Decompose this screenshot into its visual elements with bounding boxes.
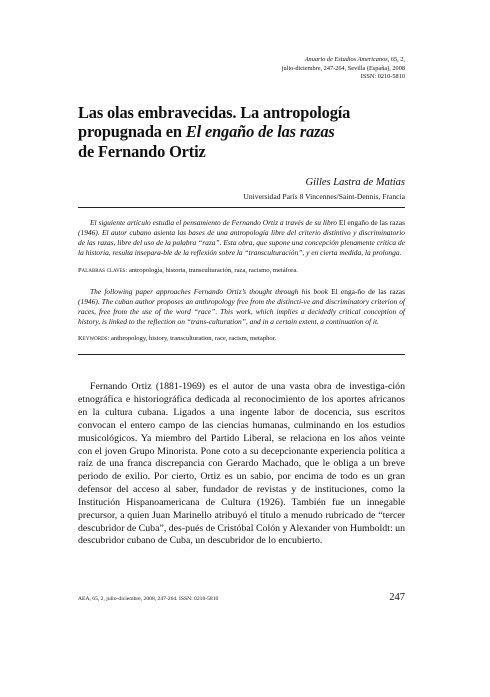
abstract-en-book: El enga-ño de las razas: [331, 286, 406, 296]
keywords-en-text: : anthropology, history, transculturation, race, racism, metaphor.: [107, 335, 277, 343]
body-paragraph: Fernando Ortiz (1881-1969) es el autor de una vasta obra de investiga-ción etnográfica e historiográfica dedicada al reconocimiento de los aportes africanos en la cultura cubana. Ligados a una ingente labor de docencia, sus escritos convocan el entero campo de las ciencias humanas, culminando en los estudios musicológicos. Ya miembro del Partido Liberal, se relaciona en los años veinte con el joven Grupo Minorista. Pone coto a su decepcionante experiencia política a raíz de una franca discrepancia con Gerardo Machado, que le obliga a un breve periodo de exilio. Por cierto, Ortiz es un sabio, por encima de todo es un gran defensor del acceso al saber, fundador de revistas y de instituciones, como la Institución Hispanoamericana de Cultura (1926). También fue un innegable precursor, a quien Juan Marinello atribuyó el título a menudo rubricado de “tercer descubridor de Cuba”, des-pués de Cristóbal Colón y Alexander von Humboldt: un descubridor cubano de Cuba, un descubridor de lo encubierto.: [78, 381, 405, 547]
abstract-es-book: El engaño de las razas: [338, 218, 405, 228]
journal-name: Anuario de Estudios Americanos: [304, 56, 388, 63]
article-title: [78, 103, 405, 162]
journal-issue: , 65, 2,: [387, 56, 405, 63]
abstract-en-part2: (1946). The cuban author proposes an anthropology free from the distincti-ve and discriminatory criterion of races, free from the use of the word “race”. This work, which implies a decidedly critical conception of history, is linked to the reflection on “trans-culturation”, and in a certain extent, a continuation of it.: [78, 296, 405, 326]
abstract-en-part1: The following paper approaches Fernando Ortiz’s thought through his book: [90, 286, 332, 296]
title-line-2: [78, 122, 405, 142]
journal-header: [78, 56, 405, 82]
keywords-es-label: Palabras claves: [78, 266, 126, 274]
keywords-en-label: Keywords: [78, 335, 108, 343]
author-affiliation: Universidad París 8 Vincennes/Saint-Dennis, Francia: [243, 192, 405, 202]
title-line-1: Las olas embravecidas. La antropología: [78, 102, 351, 122]
journal-issn: ISSN: 0210-5810: [360, 73, 405, 81]
article-page: [78, 56, 405, 548]
abstract-es-part1: El siguiente artículo estudia el pensamiento de Fernando Ortiz a través de su libro: [90, 218, 339, 228]
title-line-3: de Fernando Ortiz: [78, 141, 206, 161]
abstract-english: [78, 287, 405, 327]
body-text: [78, 381, 405, 548]
page-number: 247: [389, 592, 405, 603]
abstract-divider: [78, 354, 405, 355]
abstract-block: [78, 218, 405, 344]
footer-reference: AEA, 65, 2, julio-diciembre, 2008, 247-264. ISSN: 0210-5810: [78, 596, 219, 602]
header-divider: [78, 207, 405, 208]
keywords-spanish: [78, 266, 405, 276]
journal-citation-line: [78, 56, 405, 65]
journal-pages-line: julio-diciembre, 247-264, Sevilla (España), 2008: [281, 64, 405, 72]
keywords-es-text: : antropología, historia, transculturación, raza, racismo, metáfora.: [125, 266, 298, 274]
abstract-es-part2: (1946). El autor cubano asienta las bases de una antropología libre del criterio distintivo y discriminatorio de las razas, libre del uso de la palabra “raza”. Esta obra, que supone una concepción plenamente crítica de la historia, resulta insepara-ble de la reflexión sobre la “transculturación”, y en cierta medida, la prolonga.: [78, 228, 405, 257]
abstract-spanish: [78, 218, 405, 258]
keywords-english: [78, 334, 405, 344]
title-book-name: El engaño de las razas: [185, 122, 335, 142]
title-line-2-plain: propugnada en: [78, 122, 186, 142]
author-name: Gilles Lastra de Matías: [305, 177, 405, 189]
